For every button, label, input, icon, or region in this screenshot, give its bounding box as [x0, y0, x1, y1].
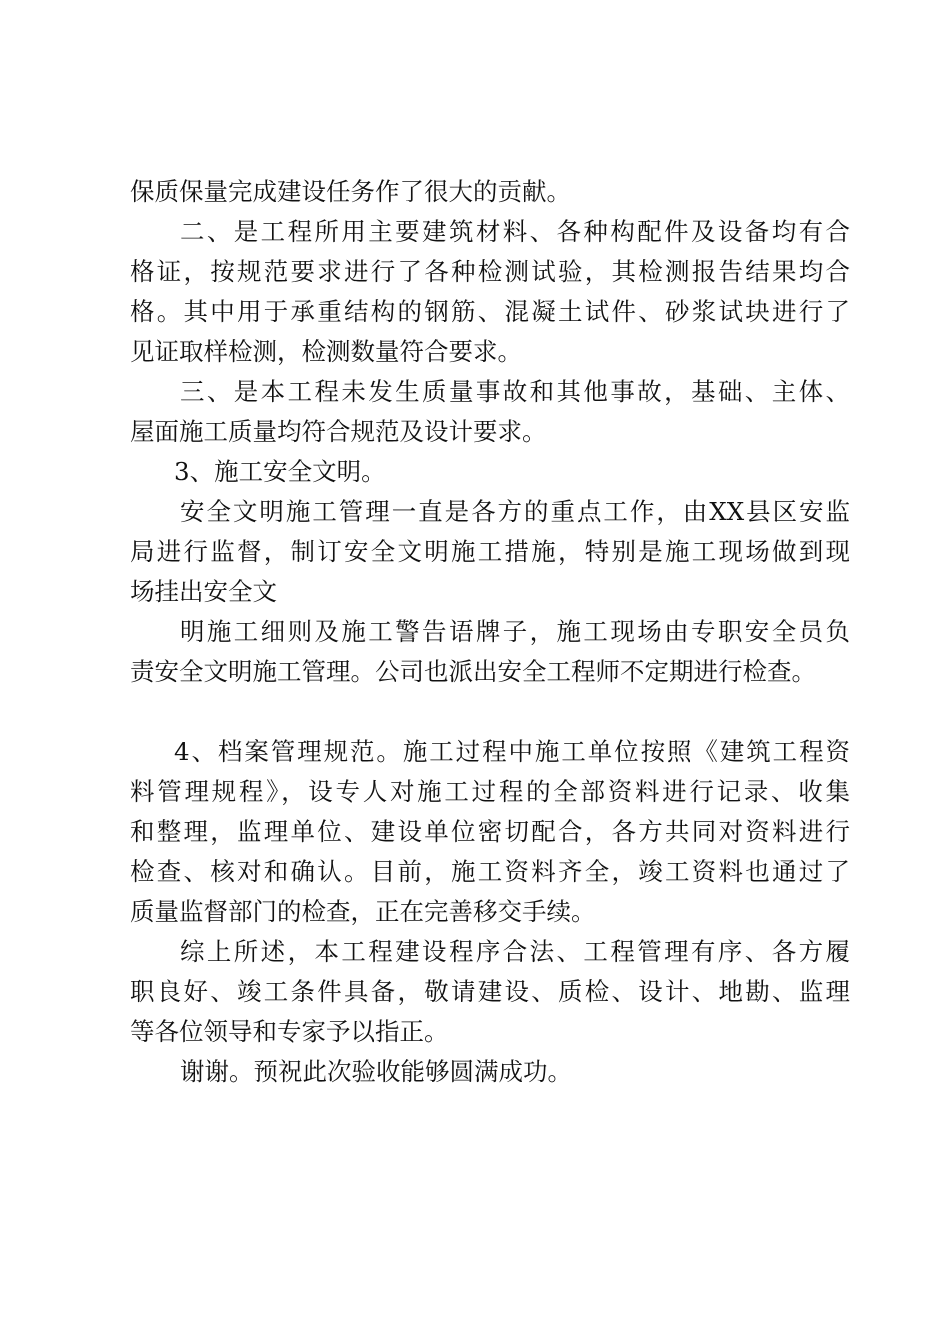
paragraph-p3 [130, 372, 850, 452]
paragraph-p6 [130, 612, 850, 692]
paragraph-gap [130, 692, 850, 732]
section-heading: 3、施工安全文明。 [174, 457, 386, 486]
paragraph-line: 等各位领导和专家予以指正。 [130, 1017, 449, 1046]
paragraph-line: 综上所述，本工程建设程序合法、工程管理有序、各方履 [180, 937, 850, 966]
paragraph-line: 质量监督部门的检查，正在完善移交手续。 [130, 897, 596, 926]
paragraph-line: 二、是工程所用主要建筑材料、各种构配件及设备均有合 [180, 217, 850, 246]
paragraph-line: 安全文明施工管理一直是各方的重点工作，由XX县区安监 [180, 497, 850, 526]
paragraph-line: 职良好、竣工条件具备，敬请建设、质检、设计、地勘、监理 [130, 977, 850, 1006]
paragraph-line: 和整理，监理单位、建设单位密切配合，各方共同对资料进行 [130, 817, 850, 846]
paragraph-line: 三、是本工程未发生质量事故和其他事故，基础、主体、 [180, 377, 850, 406]
paragraph-p4 [130, 452, 850, 492]
paragraph-line: 格。其中用于承重结构的钢筋、混凝土试件、砂浆试块进行了 [130, 297, 850, 326]
document-body [130, 172, 850, 1092]
paragraph-line: 谢谢。预祝此次验收能够圆满成功。 [180, 1057, 572, 1086]
paragraph-line: 场挂出安全文 [130, 577, 277, 606]
paragraph-line: 4、档案管理规范。施工过程中施工单位按照《建筑工程资 [174, 737, 850, 766]
paragraph-p1 [130, 172, 850, 212]
paragraph-p7 [130, 732, 850, 932]
paragraph-line: 格证，按规范要求进行了各种检测试验，其检测报告结果均合 [130, 257, 850, 286]
paragraph-line: 见证取样检测，检测数量符合要求。 [130, 337, 522, 366]
paragraph-line: 局进行监督，制订安全文明施工措施，特别是施工现场做到现 [130, 537, 850, 566]
paragraph-line: 明施工细则及施工警告语牌子，施工现场由专职安全员负 [180, 617, 850, 646]
paragraph-p2 [130, 212, 850, 372]
paragraph-line: 料管理规程》，设专人对施工过程的全部资料进行记录、收集 [130, 777, 850, 806]
paragraph-line: 检查、核对和确认。目前，施工资料齐全，竣工资料也通过了 [130, 857, 850, 886]
paragraph-p8 [130, 932, 850, 1052]
paragraph-line: 保质保量完成建设任务作了很大的贡献。 [130, 177, 571, 206]
paragraph-line: 屋面施工质量均符合规范及设计要求。 [130, 417, 547, 446]
paragraph-p9 [130, 1052, 850, 1092]
paragraph-p5 [130, 492, 850, 612]
paragraph-line: 责安全文明施工管理。公司也派出安全工程师不定期进行检查。 [130, 657, 816, 686]
